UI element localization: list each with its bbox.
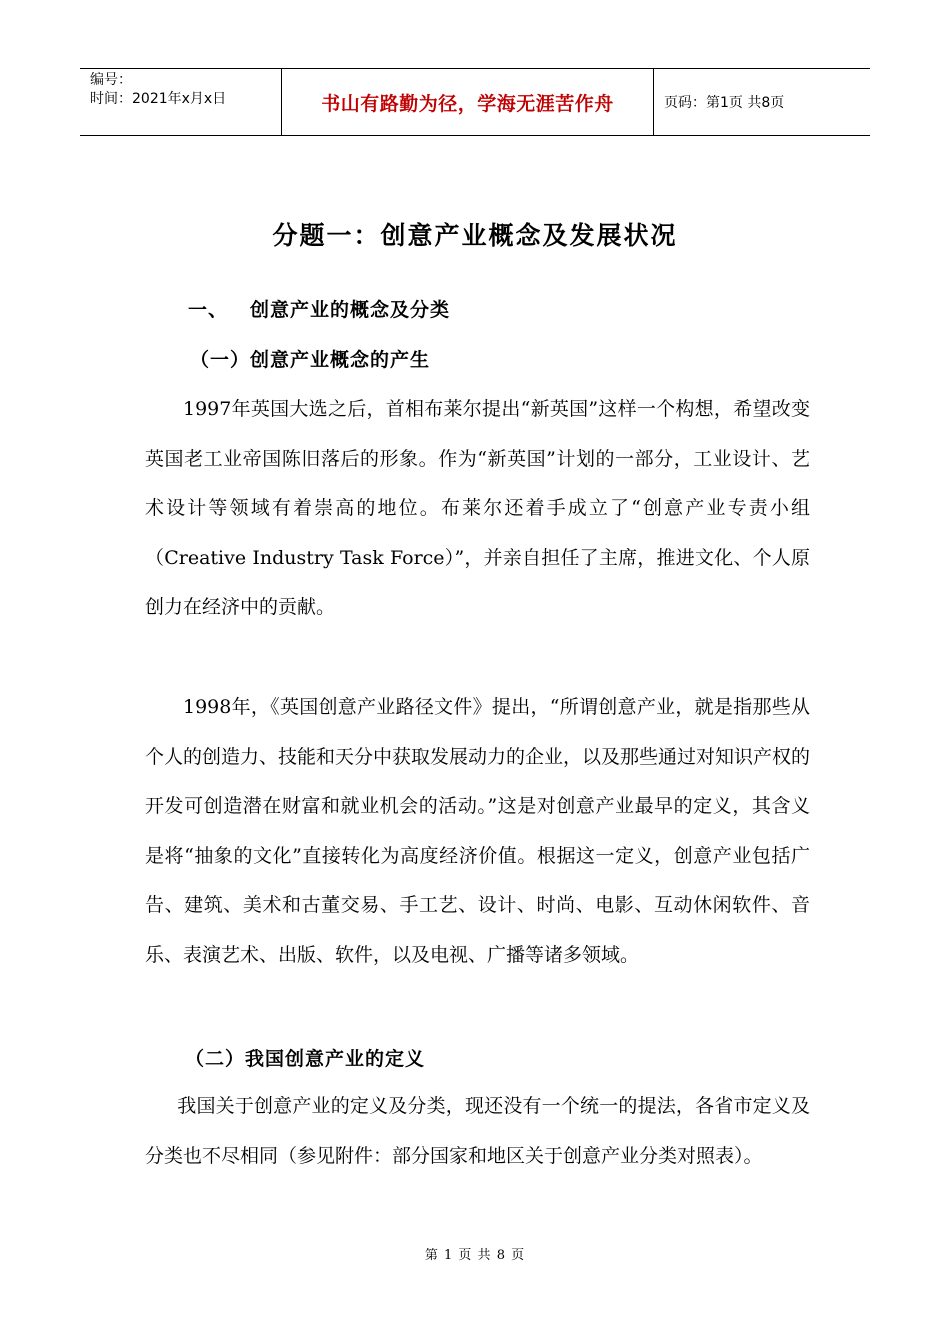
page-footer: 第 1 页 共 8 页 xyxy=(424,1248,526,1263)
document-title: 分题一：创意产业概念及发展状况 xyxy=(272,221,678,250)
paragraph-2: 1998年，《英国创意产业路径文件》提出，“所谓创意产业，就是指那些从个人的创造力、技能和天分中获取发展动力的企业，以及那些通过对知识产权的开发可创造潜在财富和就业机会的活动。”这是对创意产业最早的定义，其含义是将“抽象的文化”直接转化为高度经济价值。根据这一定义，创意产业包括广告、建筑、美术和古董交易、手工艺、设计、时尚、电影、互动休闲软件、音乐、表演艺术、出版、软件，以及电视、广播等诸多领域。 xyxy=(145,696,811,966)
paragraph-1: 1997年英国大选之后，首相布莱尔提出“新英国”这样一个构想，希望改变英国老工业帝国陈旧落后的形象。作为“新英国”计划的一部分，工业设计、艺术设计等领域有着崇高的地位。布莱尔还着手成立了“创意产业专责小组（Creative Industry Task Force）”，并亲自担任了主席，推进文化、个人原创力在经济中的贡献。 xyxy=(145,398,810,619)
time-label: 时间：2021年x月x日 xyxy=(90,91,227,107)
section-heading xyxy=(188,295,450,322)
paragraph-3: 我国关于创意产业的定义及分类，现还没有一个统一的提法，各省市定义及分类也不尽相同（参见附件：部分国家和地区关于创意产业分类对照表）。 xyxy=(145,1095,810,1167)
subsection-heading-1: （一）创意产业概念的产生 xyxy=(190,349,431,371)
section-title: 创意产业的概念及分类 xyxy=(250,299,451,321)
section-number: 一、 xyxy=(188,299,229,321)
header-motto: 书山有路勤为径，学海无涯苦作舟 xyxy=(282,69,654,135)
number-label: 编号： xyxy=(90,72,132,88)
header-meta xyxy=(80,69,282,135)
document-header xyxy=(80,68,870,136)
subsection-heading-2: （二）我国创意产业的定义 xyxy=(185,1048,426,1070)
header-page-info: 页码：第1页 共8页 xyxy=(664,95,785,111)
